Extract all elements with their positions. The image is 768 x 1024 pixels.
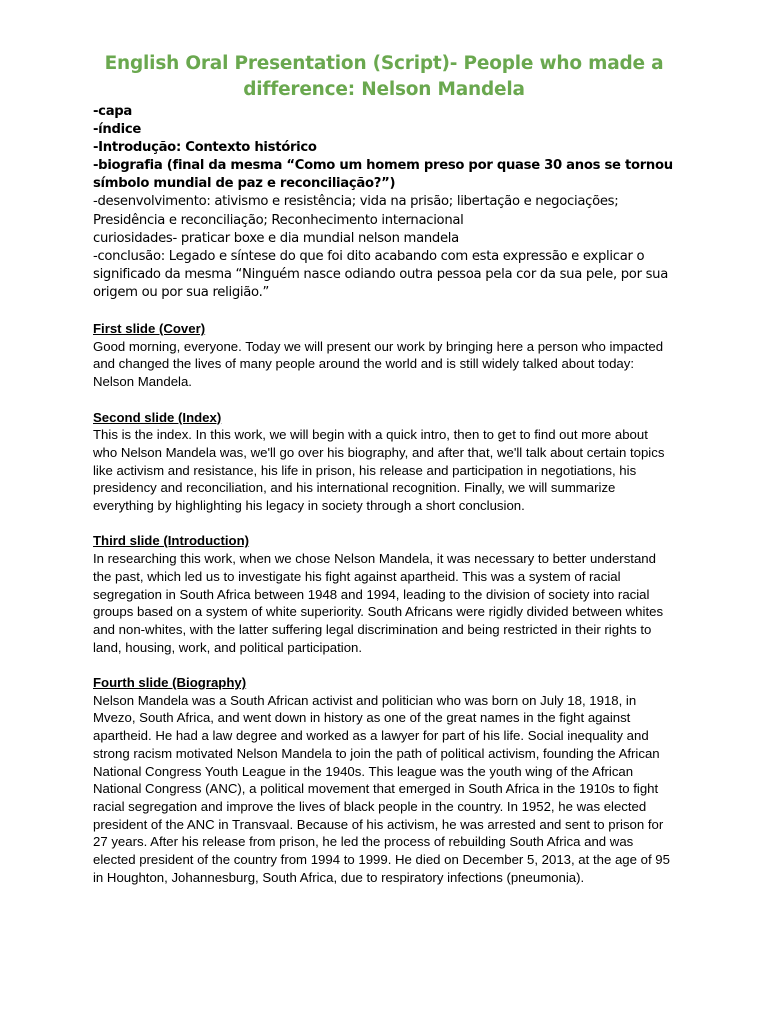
outline-item-indice: -índice	[93, 122, 142, 138]
section-body: Nelson Mandela was a South African activist and politician who was born on July 18, 1918, in Mvezo, South Africa, and went down in history as one of the great names in the fight against apartheid. He had a law degree and worked as a lawyer for part of his life. Social inequality and strong racism motivated Nelson Mandela to join the path of political activism, founding the African National Congress Youth League in the 1940s. This league was the youth wing of the African National Congress (ANC), a political movement that emerged in South Africa in the 1910s to fight racial segregation and improve the lives of black people in the country. In 1952, he was elected president of the ANC in Transvaal. Because of his activism, he was arrested and sent to prison for 27 years. After his release from prison, he led the process of rebuilding South Africa and was elected president of the country from 1994 to 1999. He died on December 5, 2013, at the age of 95 in Houghton, Johannesburg, South Africa, due to respiratory infections (pneumonia).	[93, 692, 670, 885]
section-second-slide	[93, 409, 671, 515]
section-heading: Third slide (Introduction)	[93, 533, 250, 549]
section-heading: Fourth slide (Biography)	[93, 675, 247, 691]
section-heading: Second slide (Index)	[93, 409, 222, 425]
outline-item-biografia: -biografia (final da mesma “Como um homem preso por quase 30 anos se tornou símbolo mundial de paz e reconciliação?”)	[93, 158, 673, 192]
section-third-slide	[93, 532, 671, 656]
section-first-slide	[93, 320, 671, 391]
section-body: Good morning, everyone. Today we will present our work by bringing here a person who impacted and changed the lives of many people around the world and is still widely talked about today: Nelson Mandela.	[93, 338, 664, 390]
outline-item-conclusao: -conclusão: Legado e síntese do que foi dito acabando com esta expressão e explicar o significado da mesma “Ninguém nasce odiando outra pessoa pela cor da sua pele, por sua origem ou por sua religião.”	[93, 248, 668, 300]
section-fourth-slide	[93, 674, 671, 886]
outline-item-desenvolvimento-2: Presidência e reconciliação; Reconhecimento internacional	[93, 212, 464, 228]
section-body: This is the index. In this work, we will begin with a quick intro, then to get to find out more about who Nelson Mandela was, we'll go over his biography, and after that, we'll talk about certain topics like activism and resistance, his life in prison, his release and participation in negotiations, his presidency and reconciliation, and his international recognition. Finally, we will summarize everything by highlighting his legacy in society through a short conclusion.	[93, 427, 665, 514]
section-body: In researching this work, when we chose Nelson Mandela, it was necessary to better understand the past, which led us to investigate his fight against apartheid. This was a system of racial segregation in South Africa between 1948 and 1994, leading to the division of society into racial groups based on a system of white superiority. South Africans were rigidly divided between whites and non-whites, with the latter suffering legal discrimination and being restricted in their rights to land, housing, work, and political participation.	[93, 551, 664, 655]
script-sections	[93, 320, 671, 904]
outline-item-introducao: -Introdução: Contexto histórico	[93, 140, 317, 156]
document-title: English Oral Presentation (Script)- People who made a difference: Nelson Mandela	[104, 53, 664, 100]
outline-item-curiosidades: curiosidades- praticar boxe e dia mundial nelson mandela	[93, 230, 459, 246]
outline-item-desenvolvimento-1: -desenvolvimento: ativismo e resistência; vida na prisão; libertação e negociações;	[93, 194, 619, 210]
section-heading: First slide (Cover)	[93, 321, 206, 336]
presentation-outline	[93, 103, 678, 302]
outline-item-capa: -capa	[93, 104, 133, 119]
